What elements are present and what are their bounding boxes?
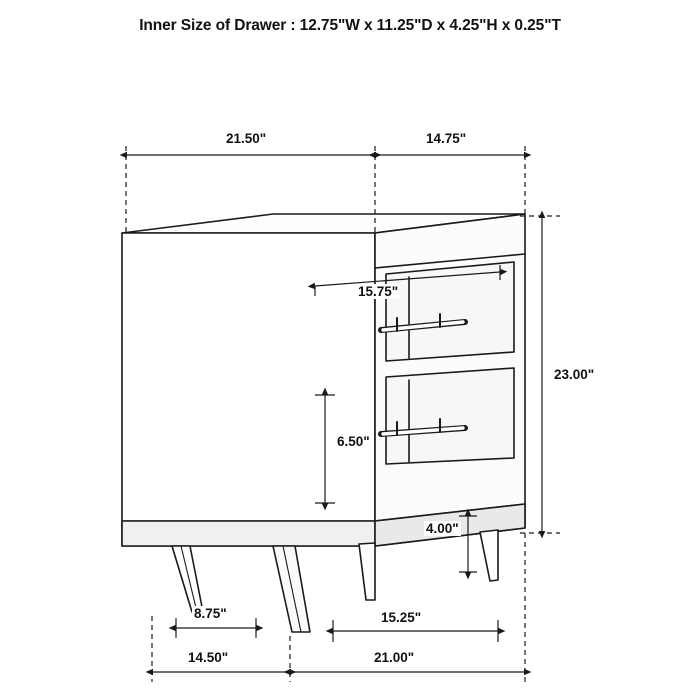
label-top-right-depth: 14.75" (426, 131, 467, 146)
page-title: Inner Size of Drawer : 12.75"W x 11.25"D x 4.25"H x 0.25"T (139, 17, 561, 34)
leg-front-left (172, 546, 203, 612)
label-leg-span-left: 8.75" (194, 606, 227, 621)
front-left-panel (122, 233, 375, 546)
label-bottom-left-width: 14.50" (188, 650, 229, 665)
label-overall-height: 23.00" (554, 367, 595, 382)
leg-rear-right (480, 530, 498, 581)
label-drawer-lower-height: 6.50" (337, 434, 370, 449)
label-bottom-right-width: 21.00" (374, 650, 415, 665)
leg-rear-middle (359, 543, 375, 600)
label-leg-height: 4.00" (426, 521, 459, 536)
label-top-left-width: 21.50" (226, 131, 267, 146)
drawer-front-lower (386, 368, 514, 464)
drawer-front-upper (386, 262, 514, 361)
base-band-face (122, 521, 375, 546)
label-base-span-right: 15.25" (381, 610, 422, 625)
label-drawer-top-width: 15.75" (358, 284, 399, 299)
